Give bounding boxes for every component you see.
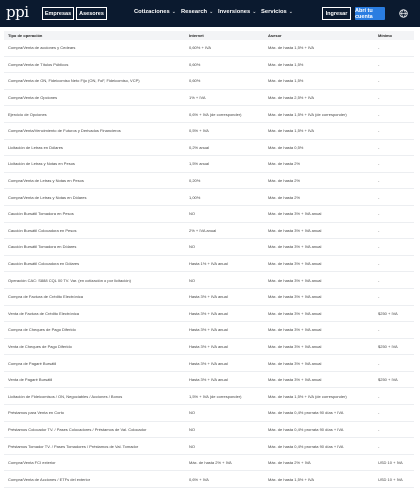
table-cell: Máx. de hasta 3% + IVA anual — [268, 277, 322, 283]
nav-servicios[interactable] — [261, 9, 293, 15]
table-cell: Máx. de hasta 1,5% + IVA (de corresponder) — [268, 393, 347, 399]
ingresar-button[interactable]: Ingresar — [322, 7, 351, 20]
nav-label: Research — [181, 9, 208, 15]
table-cell: Máx. de hasta 3% + IVA anual — [268, 227, 322, 233]
table-row — [4, 140, 414, 157]
table-cell: Operación CAC: S888 CQL 00 TV. Var. (en cotización o por licitación) — [8, 277, 131, 283]
table-cell: - — [378, 393, 380, 399]
table-cell: - — [378, 294, 380, 300]
table-cell: Hasta 3% + IVA anual — [189, 377, 228, 383]
table-cell: 0,6% + IVA — [189, 476, 209, 482]
ppi-logo[interactable]: ppi — [6, 3, 29, 21]
table-cell: - — [378, 95, 380, 101]
table-row — [4, 106, 414, 123]
table-cell: Hasta 3% + IVA anual — [189, 294, 228, 300]
table-cell: Máx. de hasta 0,4% prorrata 90 días + IVA — [268, 443, 344, 449]
table-row — [4, 40, 414, 57]
table-cell: - — [378, 244, 380, 250]
column-header: Tipo de operación — [8, 33, 43, 38]
table-cell: $250 + IVA — [378, 377, 398, 383]
table-cell: Compra/Venta de ON, Fideicomiso Neto Fijo (ON, FoF, Fideicomiso, VCP) — [8, 78, 140, 84]
table-row — [4, 306, 414, 323]
table-cell: 0,60% — [189, 61, 201, 67]
table-row — [4, 339, 414, 356]
table-cell: Máx. de hasta 3% + IVA anual — [268, 327, 322, 333]
table-cell: Máx. de hasta 3% + IVA anual — [268, 211, 322, 217]
table-row — [4, 405, 414, 422]
table-cell: 1,00% — [189, 194, 201, 200]
empresas-button[interactable]: Empresas — [42, 7, 74, 20]
table-row — [4, 57, 414, 74]
table-cell: $250 + IVA — [378, 343, 398, 349]
chevron-down-icon: ⌄ — [171, 9, 176, 15]
table-cell: - — [378, 211, 380, 217]
table-cell: NO — [189, 277, 195, 283]
table-cell: 0,2% anual — [189, 144, 210, 150]
table-cell: Compra/Venta FCI exterior — [8, 460, 56, 466]
nav-inversiones[interactable] — [218, 9, 256, 15]
asesores-button[interactable]: Asesores — [76, 7, 107, 20]
table-cell: Venta de Factura de Crédito Electrónica — [8, 310, 79, 316]
table-cell: Hasta 3% + IVA anual — [189, 360, 228, 366]
nav-label: Cotizaciones — [134, 9, 170, 15]
table-cell: - — [378, 261, 380, 267]
table-cell: - — [378, 111, 380, 117]
table-cell: 0,60% + IVA — [189, 45, 212, 51]
table-cell: - — [378, 61, 380, 67]
table-cell: Máx. de hasta 3% + IVA anual — [268, 343, 322, 349]
table-cell: Hasta 3% + IVA anual — [189, 327, 228, 333]
table-cell: Licitación de Letras en Dólares — [8, 144, 63, 150]
chevron-down-icon: ⌄ — [252, 9, 257, 15]
table-cell: Máx. de hasta 3% + IVA anual — [268, 377, 322, 383]
table-cell: Máx. de hasta 1,5% + IVA — [268, 476, 315, 482]
top-navbar — [0, 0, 420, 27]
table-cell: USD 10 + IVA — [378, 460, 403, 466]
table-cell: Máx. de hasta 1,5% — [268, 78, 304, 84]
table-cell: NO — [189, 443, 195, 449]
table-cell: Máx. de hasta 1,5% — [268, 61, 304, 67]
table-cell: 0,60% — [189, 78, 201, 84]
table-cell: - — [378, 277, 380, 283]
table-cell: Máx. de hasta 2% — [268, 194, 301, 200]
table-cell: Compra/Venta de acciones y Cedears — [8, 45, 76, 51]
table-cell: - — [378, 128, 380, 134]
table-cell: Venta de Cheques de Pago Diferido — [8, 343, 72, 349]
globe-icon[interactable] — [399, 9, 408, 18]
table-cell: Ejercicio de Opciones — [8, 111, 47, 117]
table-cell: Compra/Venta de Letras y Notas en Pesos — [8, 178, 84, 184]
table-cell: NO — [189, 211, 195, 217]
table-cell: - — [378, 194, 380, 200]
table-cell: Máx. de hasta 0,4% prorrata 90 días + IVA — [268, 426, 344, 432]
table-cell: 0,6% + IVA (de corresponder) — [189, 111, 242, 117]
table-cell: Compra de Pagaré Bursátil — [8, 360, 57, 366]
table-row — [4, 90, 414, 107]
table-cell: Préstamos Colocador TV. / Pases Colocadores / Préstamos de Val. Colocador — [8, 426, 147, 432]
table-cell: USD 10 + IVA — [378, 476, 403, 482]
table-row — [4, 322, 414, 339]
table-cell: Máx. de hasta 2,5% + IVA — [268, 95, 315, 101]
table-row — [4, 256, 414, 273]
table-row — [4, 206, 414, 223]
table-cell: Máx. de hasta 2% + IVA — [268, 460, 311, 466]
table-cell: - — [378, 227, 380, 233]
table-cell: Máx. de hasta 3% + IVA anual — [268, 360, 322, 366]
table-cell: 2% + IVA anual — [189, 227, 217, 233]
table-cell: Compra/Venta de Acciones / ETFs del exterior — [8, 476, 91, 482]
commissions-table — [4, 31, 414, 488]
table-row — [4, 173, 414, 190]
table-row — [4, 471, 414, 488]
table-cell: Máx. de hasta 0,4% prorrata 90 días + IVA — [268, 410, 344, 416]
table-row — [4, 388, 414, 405]
table-cell: - — [378, 161, 380, 167]
table-cell: Máx. de hasta 2% + IVA — [189, 460, 232, 466]
table-cell: Máx. de hasta 1,5% + IVA (de corresponder) — [268, 111, 347, 117]
table-body — [4, 40, 414, 488]
table-cell: - — [378, 78, 380, 84]
table-cell: Préstamos Tomador TV. / Pases Tomadores / Préstamos de Val. Tomador — [8, 443, 139, 449]
table-cell: Máx. de hasta 0,5% — [268, 144, 304, 150]
table-cell: Préstamos para Venta en Corto — [8, 410, 65, 416]
table-cell: 1,5% + IVA (de corresponder) — [189, 393, 242, 399]
table-cell: - — [378, 410, 380, 416]
nav-label: Servicios — [261, 9, 287, 15]
table-row — [4, 422, 414, 439]
table-cell: Hasta 3% + IVA anual — [189, 310, 228, 316]
table-cell: NO — [189, 426, 195, 432]
table-row — [4, 455, 414, 472]
table-cell: Compra/Venta de Letras y Notas en Dólares — [8, 194, 87, 200]
table-cell: Máx. de hasta 3% + IVA anual — [268, 244, 322, 250]
column-header: Internet — [189, 33, 204, 38]
table-cell: Compra/Venta/Vencimiento de Futuros y Derivados Financieros — [8, 128, 121, 134]
table-row — [4, 355, 414, 372]
nav-research[interactable] — [181, 9, 213, 15]
table-cell: 0,20% — [189, 178, 201, 184]
table-row — [4, 372, 414, 389]
table-cell: Hasta 3% + IVA anual — [189, 343, 228, 349]
table-row — [4, 156, 414, 173]
table-cell: - — [378, 443, 380, 449]
table-row — [4, 123, 414, 140]
table-cell: - — [378, 144, 380, 150]
table-cell: Venta de Pagaré Bursátil — [8, 377, 53, 383]
abrir-cuenta-button[interactable]: Abrí tu cuenta — [355, 7, 385, 20]
chevron-down-icon: ⌄ — [288, 9, 293, 15]
nav-cotizaciones[interactable] — [134, 9, 176, 15]
table-cell: $250 + IVA — [378, 310, 398, 316]
column-header: Mínimo — [378, 33, 392, 38]
table-header — [4, 31, 414, 40]
table-cell: 1% + IVA — [189, 95, 206, 101]
table-row — [4, 289, 414, 306]
table-row — [4, 223, 414, 240]
table-cell: Compra de Factura de Crédito Electrónica — [8, 294, 83, 300]
table-cell: Licitación de Letras y Notas en Pesos — [8, 161, 75, 167]
table-cell: NO — [189, 244, 195, 250]
table-cell: Caución Bursátil Tomadora en Dólares — [8, 244, 77, 250]
table-cell: Compra de Cheques de Pago Diferido — [8, 327, 76, 333]
table-cell: Máx. de hasta 2% — [268, 178, 301, 184]
table-cell: Caución Bursátil Colocadora en Pesos — [8, 227, 77, 233]
column-header: Asesor — [268, 33, 282, 38]
table-cell: NO — [189, 410, 195, 416]
table-cell: Caución Bursátil Tomadora en Pesos — [8, 211, 74, 217]
table-cell: Máx. de hasta 1,5% + IVA — [268, 45, 315, 51]
table-cell: Máx. de hasta 3% + IVA anual — [268, 310, 322, 316]
nav-label: Inversiones — [218, 9, 251, 15]
table-cell: - — [378, 360, 380, 366]
table-cell: Compra/Venta de Opciones — [8, 95, 58, 101]
table-cell: Máx. de hasta 3% + IVA anual — [268, 261, 322, 267]
table-cell: Compra/Venta de Títulos Públicos — [8, 61, 69, 67]
table-cell: - — [378, 45, 380, 51]
table-cell: 0,5% + IVA — [189, 128, 209, 134]
table-cell: Máx. de hasta 3% + IVA anual — [268, 294, 322, 300]
table-row — [4, 272, 414, 289]
table-cell: Licitación de Fideicomisos / ON, Negociables / Acciones / Bonos — [8, 393, 123, 399]
table-row — [4, 73, 414, 90]
table-cell: - — [378, 327, 380, 333]
table-cell: Caución Bursátil Colocadora en Dólares — [8, 261, 80, 267]
chevron-down-icon: ⌄ — [209, 9, 214, 15]
table-cell: Máx. de hasta 1,5% + IVA — [268, 128, 315, 134]
table-row — [4, 239, 414, 256]
table-cell: 1,5% anual — [189, 161, 210, 167]
table-row — [4, 438, 414, 455]
table-cell: - — [378, 178, 380, 184]
table-cell: - — [378, 426, 380, 432]
table-cell: Hasta 1% + IVA anual — [189, 261, 228, 267]
table-cell: Máx. de hasta 2% — [268, 161, 301, 167]
table-row — [4, 189, 414, 206]
